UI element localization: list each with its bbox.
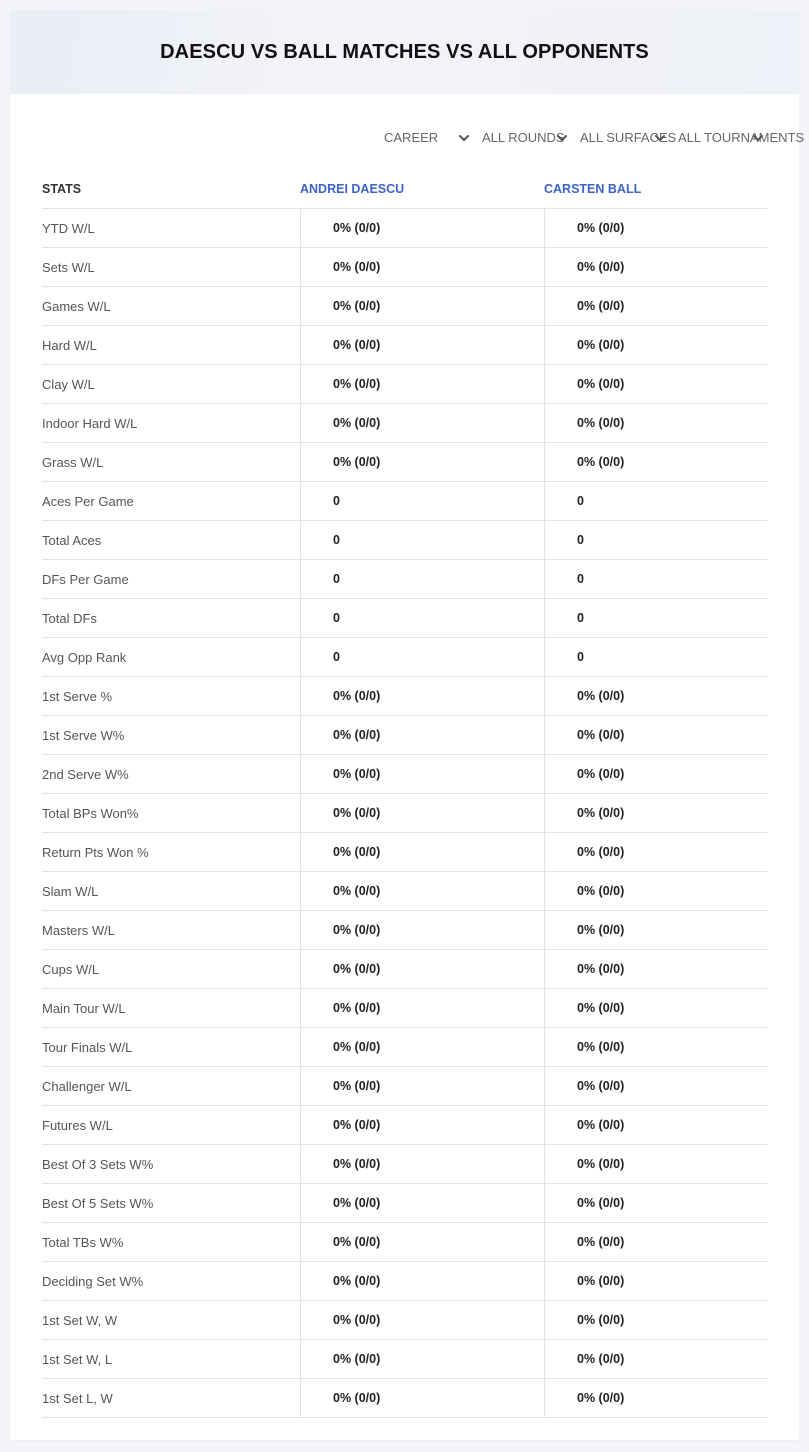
- player2-stat-value: 0% (0/0): [544, 248, 767, 286]
- table-row: [42, 1301, 767, 1340]
- stat-label: Tour Finals W/L: [42, 1039, 133, 1055]
- player2-stat-value: 0% (0/0): [544, 1067, 767, 1105]
- stat-label: Avg Opp Rank: [42, 649, 127, 665]
- player2-stat-value: 0% (0/0): [544, 365, 767, 403]
- player2-stat-value: 0% (0/0): [544, 1262, 767, 1300]
- stats-column-header: STATS: [42, 182, 82, 196]
- filter-label: CAREER: [384, 130, 439, 145]
- stat-label: Total DFs: [42, 610, 97, 626]
- table-row: [42, 794, 767, 833]
- filter-tournaments-select[interactable]: [676, 127, 805, 149]
- table-row: [42, 443, 767, 482]
- stat-label: 1st Set W, W: [42, 1312, 118, 1328]
- table-row: [42, 599, 767, 638]
- table-row: [42, 287, 767, 326]
- player1-stat-value: 0% (0/0): [300, 443, 544, 481]
- stat-label: Games W/L: [42, 298, 111, 314]
- stat-label: Return Pts Won %: [42, 844, 149, 860]
- player1-stat-value: 0% (0/0): [300, 1223, 544, 1261]
- stats-table: [42, 208, 767, 1418]
- table-row: [42, 1223, 767, 1262]
- player2-stat-value: 0% (0/0): [544, 716, 767, 754]
- table-row: [42, 716, 767, 755]
- player1-stat-value: 0% (0/0): [300, 989, 544, 1027]
- stat-label: Best Of 3 Sets W%: [42, 1156, 154, 1172]
- filter-surfaces-select[interactable]: [578, 127, 676, 149]
- chevron-down-icon: [752, 132, 764, 144]
- player2-stat-value: 0% (0/0): [544, 794, 767, 832]
- table-row: [42, 1028, 767, 1067]
- table-row: [42, 1184, 767, 1223]
- player1-stat-value: 0% (0/0): [300, 833, 544, 871]
- table-row: [42, 677, 767, 716]
- stat-label: Cups W/L: [42, 961, 100, 977]
- table-row: [42, 560, 767, 599]
- player2-stat-value: 0% (0/0): [544, 677, 767, 715]
- player2-link[interactable]: CARSTEN BALL: [544, 182, 642, 196]
- table-row: [42, 911, 767, 950]
- stat-label: Total BPs Won%: [42, 805, 139, 821]
- stat-label: Futures W/L: [42, 1117, 113, 1133]
- player1-stat-value: 0: [300, 599, 544, 637]
- player2-stat-value: 0% (0/0): [544, 755, 767, 793]
- player2-stat-value: 0% (0/0): [544, 1184, 767, 1222]
- filter-label: ALL ROUNDS: [482, 130, 565, 145]
- table-row: [42, 1145, 767, 1184]
- stat-label: Total TBs W%: [42, 1234, 124, 1250]
- player1-stat-value: 0% (0/0): [300, 1028, 544, 1066]
- player1-stat-value: 0: [300, 560, 544, 598]
- player1-stat-value: 0% (0/0): [300, 716, 544, 754]
- stat-label: Masters W/L: [42, 922, 115, 938]
- player1-stat-value: 0% (0/0): [300, 1262, 544, 1300]
- table-row: [42, 482, 767, 521]
- stats-card: [10, 10, 805, 1440]
- filter-bar: [382, 127, 805, 149]
- chevron-down-icon: [458, 132, 470, 144]
- stat-label: Aces Per Game: [42, 493, 134, 509]
- table-row: [42, 1379, 767, 1418]
- player2-stat-value: 0% (0/0): [544, 1145, 767, 1183]
- player2-stat-value: 0% (0/0): [544, 872, 767, 910]
- player1-stat-value: 0% (0/0): [300, 950, 544, 988]
- player1-stat-value: 0% (0/0): [300, 404, 544, 442]
- stat-label: YTD W/L: [42, 220, 95, 236]
- stat-label: Challenger W/L: [42, 1078, 132, 1094]
- stat-label: DFs Per Game: [42, 571, 129, 587]
- player1-stat-value: 0% (0/0): [300, 1379, 544, 1417]
- player1-stat-value: 0% (0/0): [300, 1145, 544, 1183]
- player1-stat-value: 0% (0/0): [300, 755, 544, 793]
- player2-stat-value: 0% (0/0): [544, 209, 767, 247]
- player2-stat-value: 0% (0/0): [544, 989, 767, 1027]
- stat-label: Sets W/L: [42, 259, 95, 275]
- table-row: [42, 326, 767, 365]
- table-row: [42, 1340, 767, 1379]
- player2-stat-value: 0% (0/0): [544, 1223, 767, 1261]
- player2-stat-value: 0% (0/0): [544, 911, 767, 949]
- player1-stat-value: 0% (0/0): [300, 1184, 544, 1222]
- stat-label: Clay W/L: [42, 376, 95, 392]
- stat-label: Best Of 5 Sets W%: [42, 1195, 154, 1211]
- stat-label: Total Aces: [42, 532, 102, 548]
- page-header: [10, 10, 799, 94]
- stat-label: 2nd Serve W%: [42, 766, 129, 782]
- stat-label: Hard W/L: [42, 337, 97, 353]
- table-row: [42, 638, 767, 677]
- player1-stat-value: 0% (0/0): [300, 1106, 544, 1144]
- player1-link[interactable]: ANDREI DAESCU: [300, 182, 405, 196]
- player1-stat-value: 0: [300, 482, 544, 520]
- player1-stat-value: 0% (0/0): [300, 1067, 544, 1105]
- table-row: [42, 755, 767, 794]
- table-row: [42, 365, 767, 404]
- chevron-down-icon: [556, 132, 568, 144]
- player2-stat-value: 0% (0/0): [544, 1379, 767, 1417]
- player1-stat-value: 0% (0/0): [300, 911, 544, 949]
- player1-stat-value: 0% (0/0): [300, 1340, 544, 1378]
- player1-stat-value: 0% (0/0): [300, 326, 544, 364]
- stat-label: Deciding Set W%: [42, 1273, 144, 1289]
- player1-stat-value: 0% (0/0): [300, 287, 544, 325]
- table-row: [42, 1262, 767, 1301]
- filter-label: ALL TOURNAMENTS: [678, 130, 805, 145]
- player2-stat-value: 0% (0/0): [544, 443, 767, 481]
- page-title: DAESCU VS BALL MATCHES VS ALL OPPONENTS: [160, 40, 649, 63]
- player1-stat-value: 0: [300, 638, 544, 676]
- stat-label: 1st Set W, L: [42, 1351, 113, 1367]
- table-row: [42, 404, 767, 443]
- stat-label: Indoor Hard W/L: [42, 415, 138, 431]
- player1-stat-value: 0% (0/0): [300, 365, 544, 403]
- stat-label: 1st Set L, W: [42, 1390, 113, 1406]
- table-row: [42, 833, 767, 872]
- stat-label: Main Tour W/L: [42, 1000, 126, 1016]
- player2-stat-value: 0: [544, 599, 767, 637]
- chevron-down-icon: [654, 132, 666, 144]
- stat-label: 1st Serve W%: [42, 727, 125, 743]
- player2-stat-value: 0% (0/0): [544, 1301, 767, 1339]
- player1-stat-value: 0% (0/0): [300, 794, 544, 832]
- player2-stat-value: 0% (0/0): [544, 833, 767, 871]
- stat-label: Slam W/L: [42, 883, 99, 899]
- player1-stat-value: 0% (0/0): [300, 677, 544, 715]
- player2-stat-value: 0: [544, 560, 767, 598]
- player2-stat-value: 0% (0/0): [544, 1106, 767, 1144]
- player1-stat-value: 0% (0/0): [300, 1301, 544, 1339]
- player1-stat-value: 0: [300, 521, 544, 559]
- table-row: [42, 950, 767, 989]
- player1-stat-value: 0% (0/0): [300, 872, 544, 910]
- table-row: [42, 209, 767, 248]
- player1-stat-value: 0% (0/0): [300, 248, 544, 286]
- player2-stat-value: 0% (0/0): [544, 287, 767, 325]
- filter-career-select[interactable]: [382, 127, 480, 149]
- player1-stat-value: 0% (0/0): [300, 209, 544, 247]
- player2-stat-value: 0% (0/0): [544, 326, 767, 364]
- table-row: [42, 872, 767, 911]
- table-row: [42, 1067, 767, 1106]
- table-row: [42, 521, 767, 560]
- player2-stat-value: 0% (0/0): [544, 950, 767, 988]
- stat-label: Grass W/L: [42, 454, 104, 470]
- stat-label: 1st Serve %: [42, 688, 113, 704]
- table-row: [42, 1106, 767, 1145]
- table-row: [42, 989, 767, 1028]
- player2-stat-value: 0% (0/0): [544, 404, 767, 442]
- player2-stat-value: 0: [544, 638, 767, 676]
- filter-rounds-select[interactable]: [480, 127, 578, 149]
- player2-stat-value: 0: [544, 521, 767, 559]
- player2-stat-value: 0: [544, 482, 767, 520]
- player2-stat-value: 0% (0/0): [544, 1028, 767, 1066]
- player2-stat-value: 0% (0/0): [544, 1340, 767, 1378]
- table-row: [42, 248, 767, 287]
- filter-label: ALL SURFACES: [580, 130, 677, 145]
